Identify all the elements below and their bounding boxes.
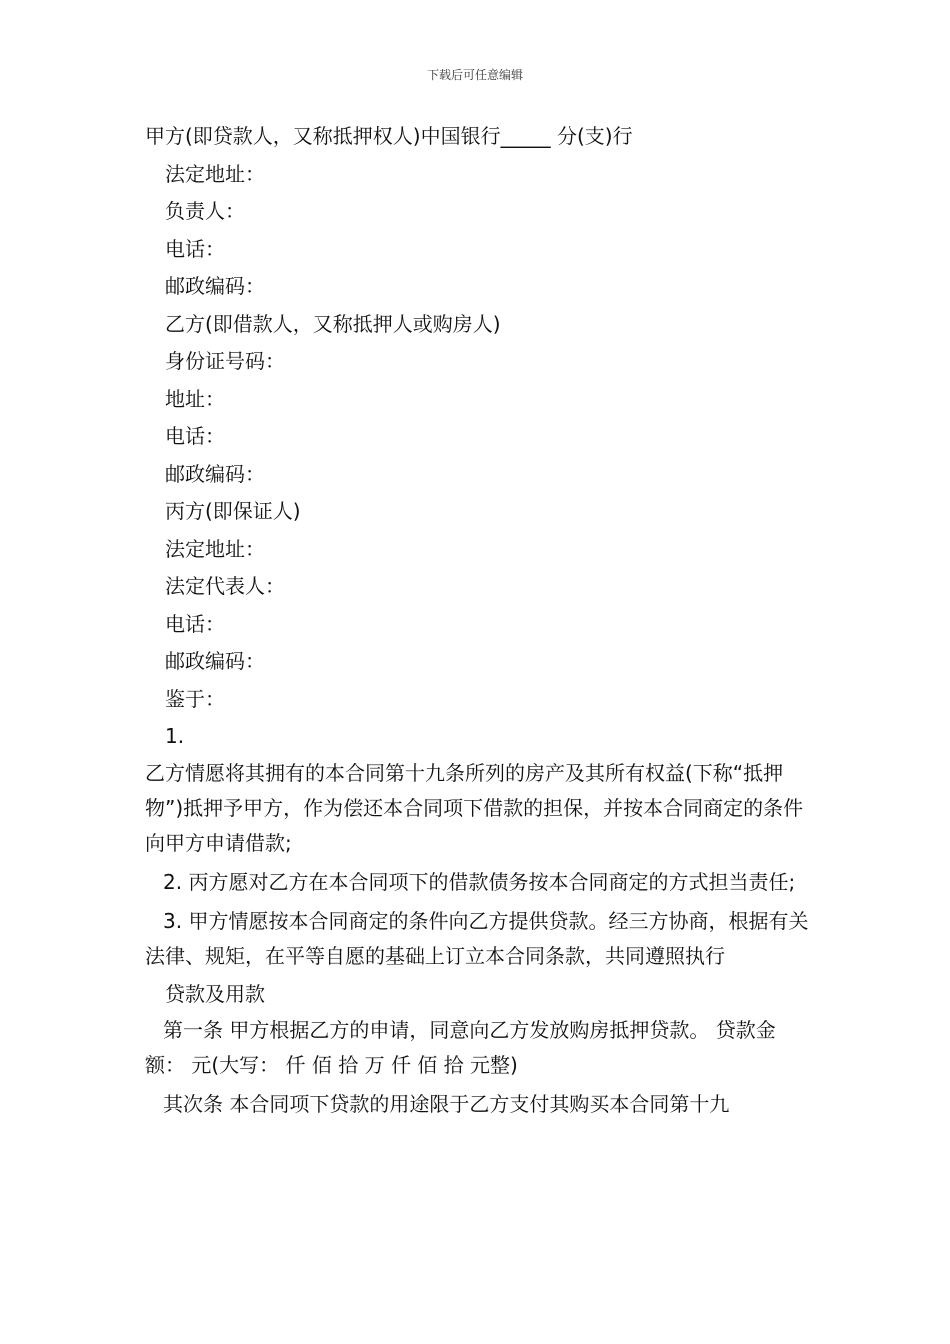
party-b-id: 身份证号码： xyxy=(165,349,285,373)
party-c-phone: 电话： xyxy=(165,611,225,636)
section-title: 贷款及用款 xyxy=(165,981,265,1006)
article-2-text: 其次条 本合同项下贷款的用途限于乙方支付其购买本合同第十九 xyxy=(163,1092,730,1116)
party-b-line: 乙方(即借款人，又称抵押人或购房人) xyxy=(165,311,501,336)
item-2-text: 2. 丙方愿对乙方在本合同项下的借款债务按本合同商定的方式担当责任; xyxy=(163,869,796,894)
party-a-zip: 邮政编码： xyxy=(165,274,265,298)
party-a-address: 法定地址： xyxy=(165,161,265,186)
party-b-address: 地址： xyxy=(165,386,225,411)
party-a-line: 甲方(即贷款人，又称抵押权人)中国银行_____ 分(支)行 xyxy=(145,124,633,148)
contract-body xyxy=(145,118,810,1122)
item-1-text: 乙方情愿将其拥有的本合同第十九条所列的房产及其所有权益(下称“抵押物”)抵押予甲方，作为偿还本合同项下借款的担保，并按本合同商定的条件向甲方申请借款; xyxy=(145,760,804,855)
article-1-text: 第一条 甲方根据乙方的申请，同意向乙方发放购房抵押贷款。 贷款金额： 元(大写： 仟 佰 拾 万 仟 佰 拾 元整) xyxy=(145,1018,776,1077)
party-c-zip: 邮政编码： xyxy=(165,649,265,673)
party-c-line: 丙方(即保证人) xyxy=(165,499,301,523)
party-a-phone: 电话： xyxy=(165,236,225,261)
party-a-head: 负责人： xyxy=(165,199,245,223)
party-b-phone: 电话： xyxy=(165,424,225,448)
whereas-heading: 鉴于： xyxy=(165,686,225,711)
item-3-text: 3. 甲方情愿按本合同商定的条件向乙方提供贷款。经三方协商，根据有关法律、规矩，在平等自愿的基础上订立本合同条款，共同遵照执行 xyxy=(145,908,809,968)
party-c-address: 法定地址： xyxy=(165,536,265,561)
party-c-representative: 法定代表人： xyxy=(165,574,285,598)
header-note: 下载后可任意编辑 xyxy=(426,68,523,82)
item-1-number: 1. xyxy=(165,724,185,748)
party-b-zip: 邮政编码： xyxy=(165,461,265,486)
